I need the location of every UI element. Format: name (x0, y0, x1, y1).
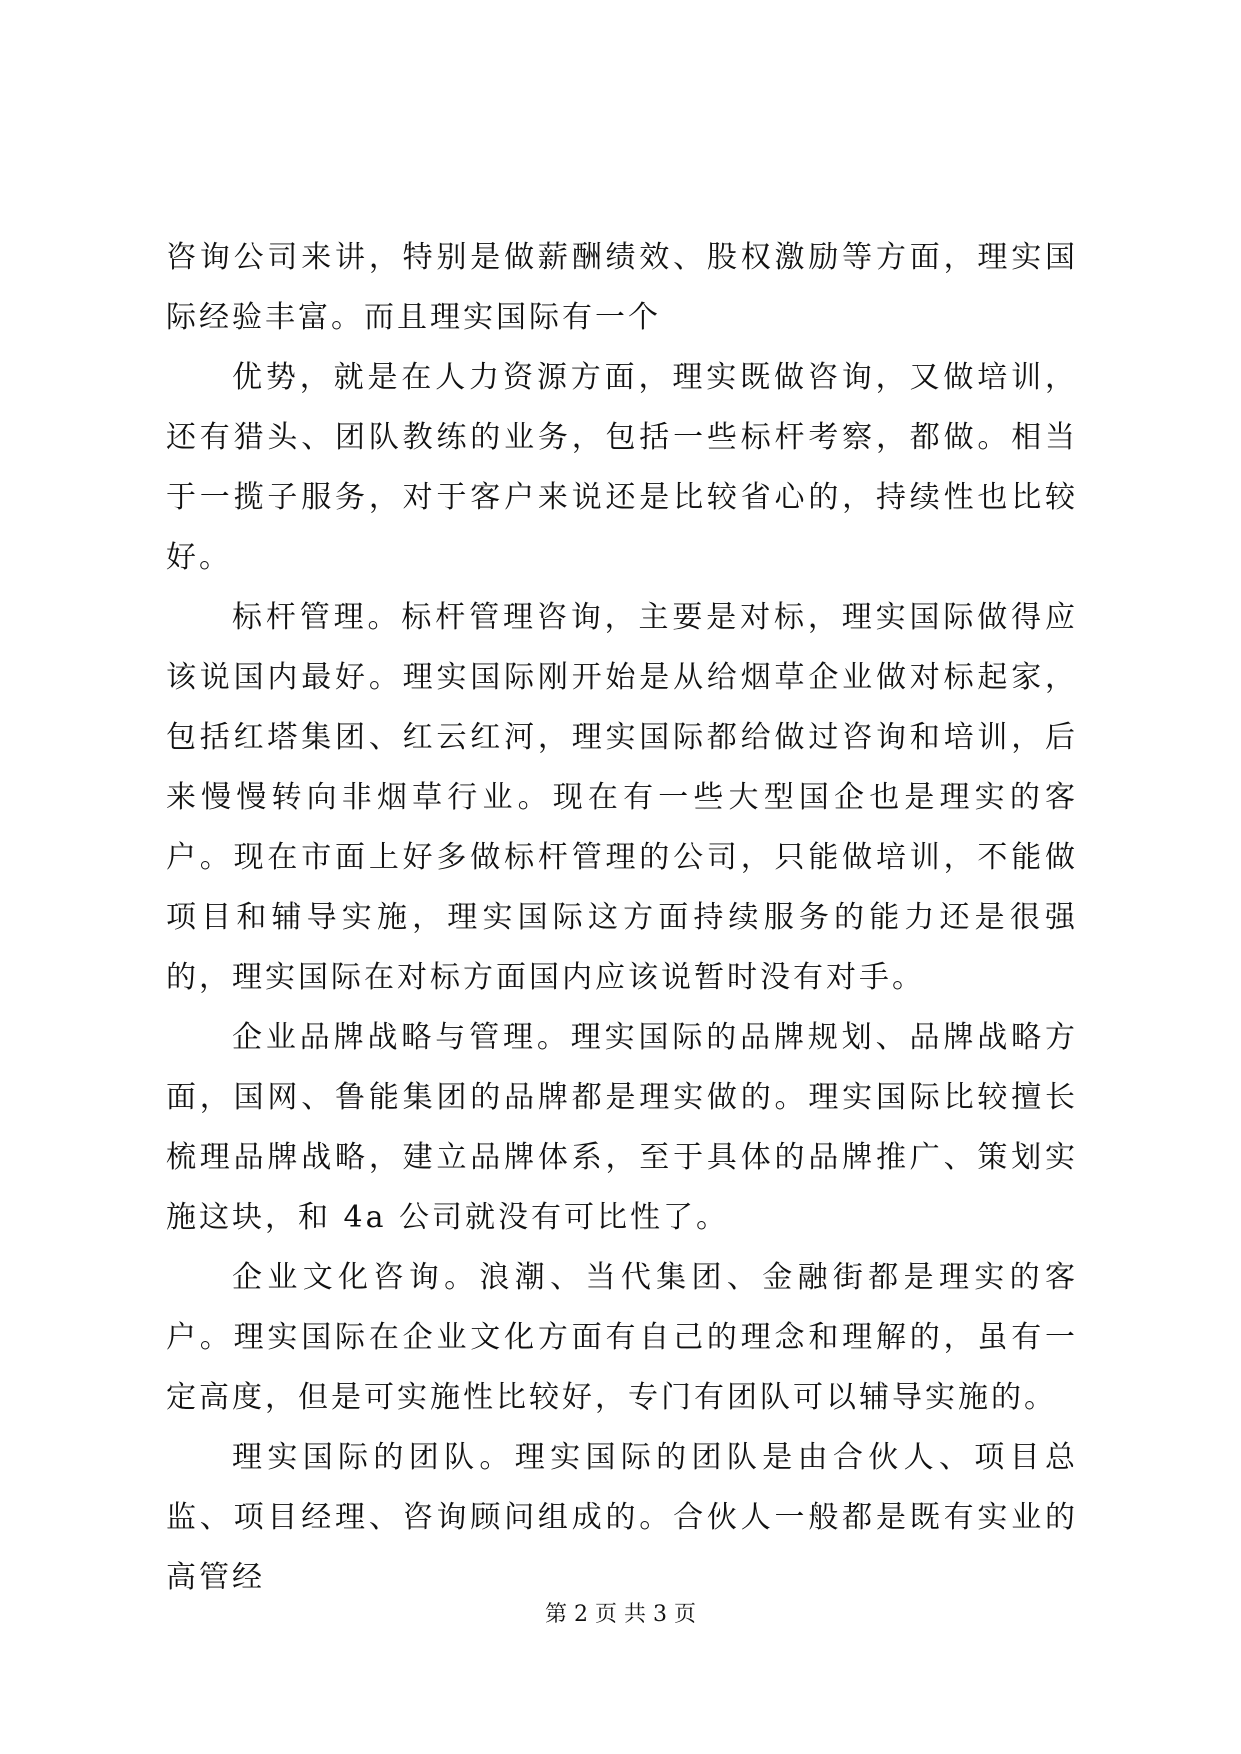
paragraph-team: 理实国际的团队。理实国际的团队是由合伙人、项目总监、项目经理、咨询顾问组成的。合伙人一般都是既有实业的高管经 (166, 1440, 1078, 1595)
page-footer: 第 2 页 共 3 页 (545, 1602, 696, 1627)
paragraph-benchmark-management: 标杆管理。标杆管理咨询，主要是对标，理实国际做得应该说国内最好。理实国际刚开始是从给烟草企业做对标起家，包括红塔集团、红云红河，理实国际都给做过咨询和培训，后来慢慢转向非烟草行业。现在有一些大型国企也是理实的客户。现在市面上好多做标杆管理的公司，只能做培训，不能做项目和辅导实施，理实国际这方面持续服务的能力还是很强的，理实国际在对标方面国内应该说暂时没有对手。 (166, 600, 1078, 995)
paragraph-advantage: 优势，就是在人力资源方面，理实既做咨询，又做培训，还有猎头、团队教练的业务，包括一些标杆考察，都做。相当于一揽子服务，对于客户来说还是比较省心的，持续性也比较好。 (166, 360, 1078, 575)
document-body (166, 228, 1078, 1608)
paragraph-corporate-culture: 企业文化咨询。浪潮、当代集团、金融街都是理实的客户。理实国际在企业文化方面有自己的理念和理解的，虽有一定高度，但是可实施性比较好，专门有团队可以辅导实施的。 (166, 1260, 1078, 1415)
paragraph-brand-strategy: 企业品牌战略与管理。理实国际的品牌规划、品牌战略方面，国网、鲁能集团的品牌都是理实做的。理实国际比较擅长梳理品牌战略，建立品牌体系，至于具体的品牌推广、策划实施这块，和 4a 公司就没有可比性了。 (166, 1020, 1078, 1235)
paragraph-continuation: 咨询公司来讲，特别是做薪酬绩效、股权激励等方面，理实国际经验丰富。而且理实国际有一个 (166, 240, 1078, 335)
